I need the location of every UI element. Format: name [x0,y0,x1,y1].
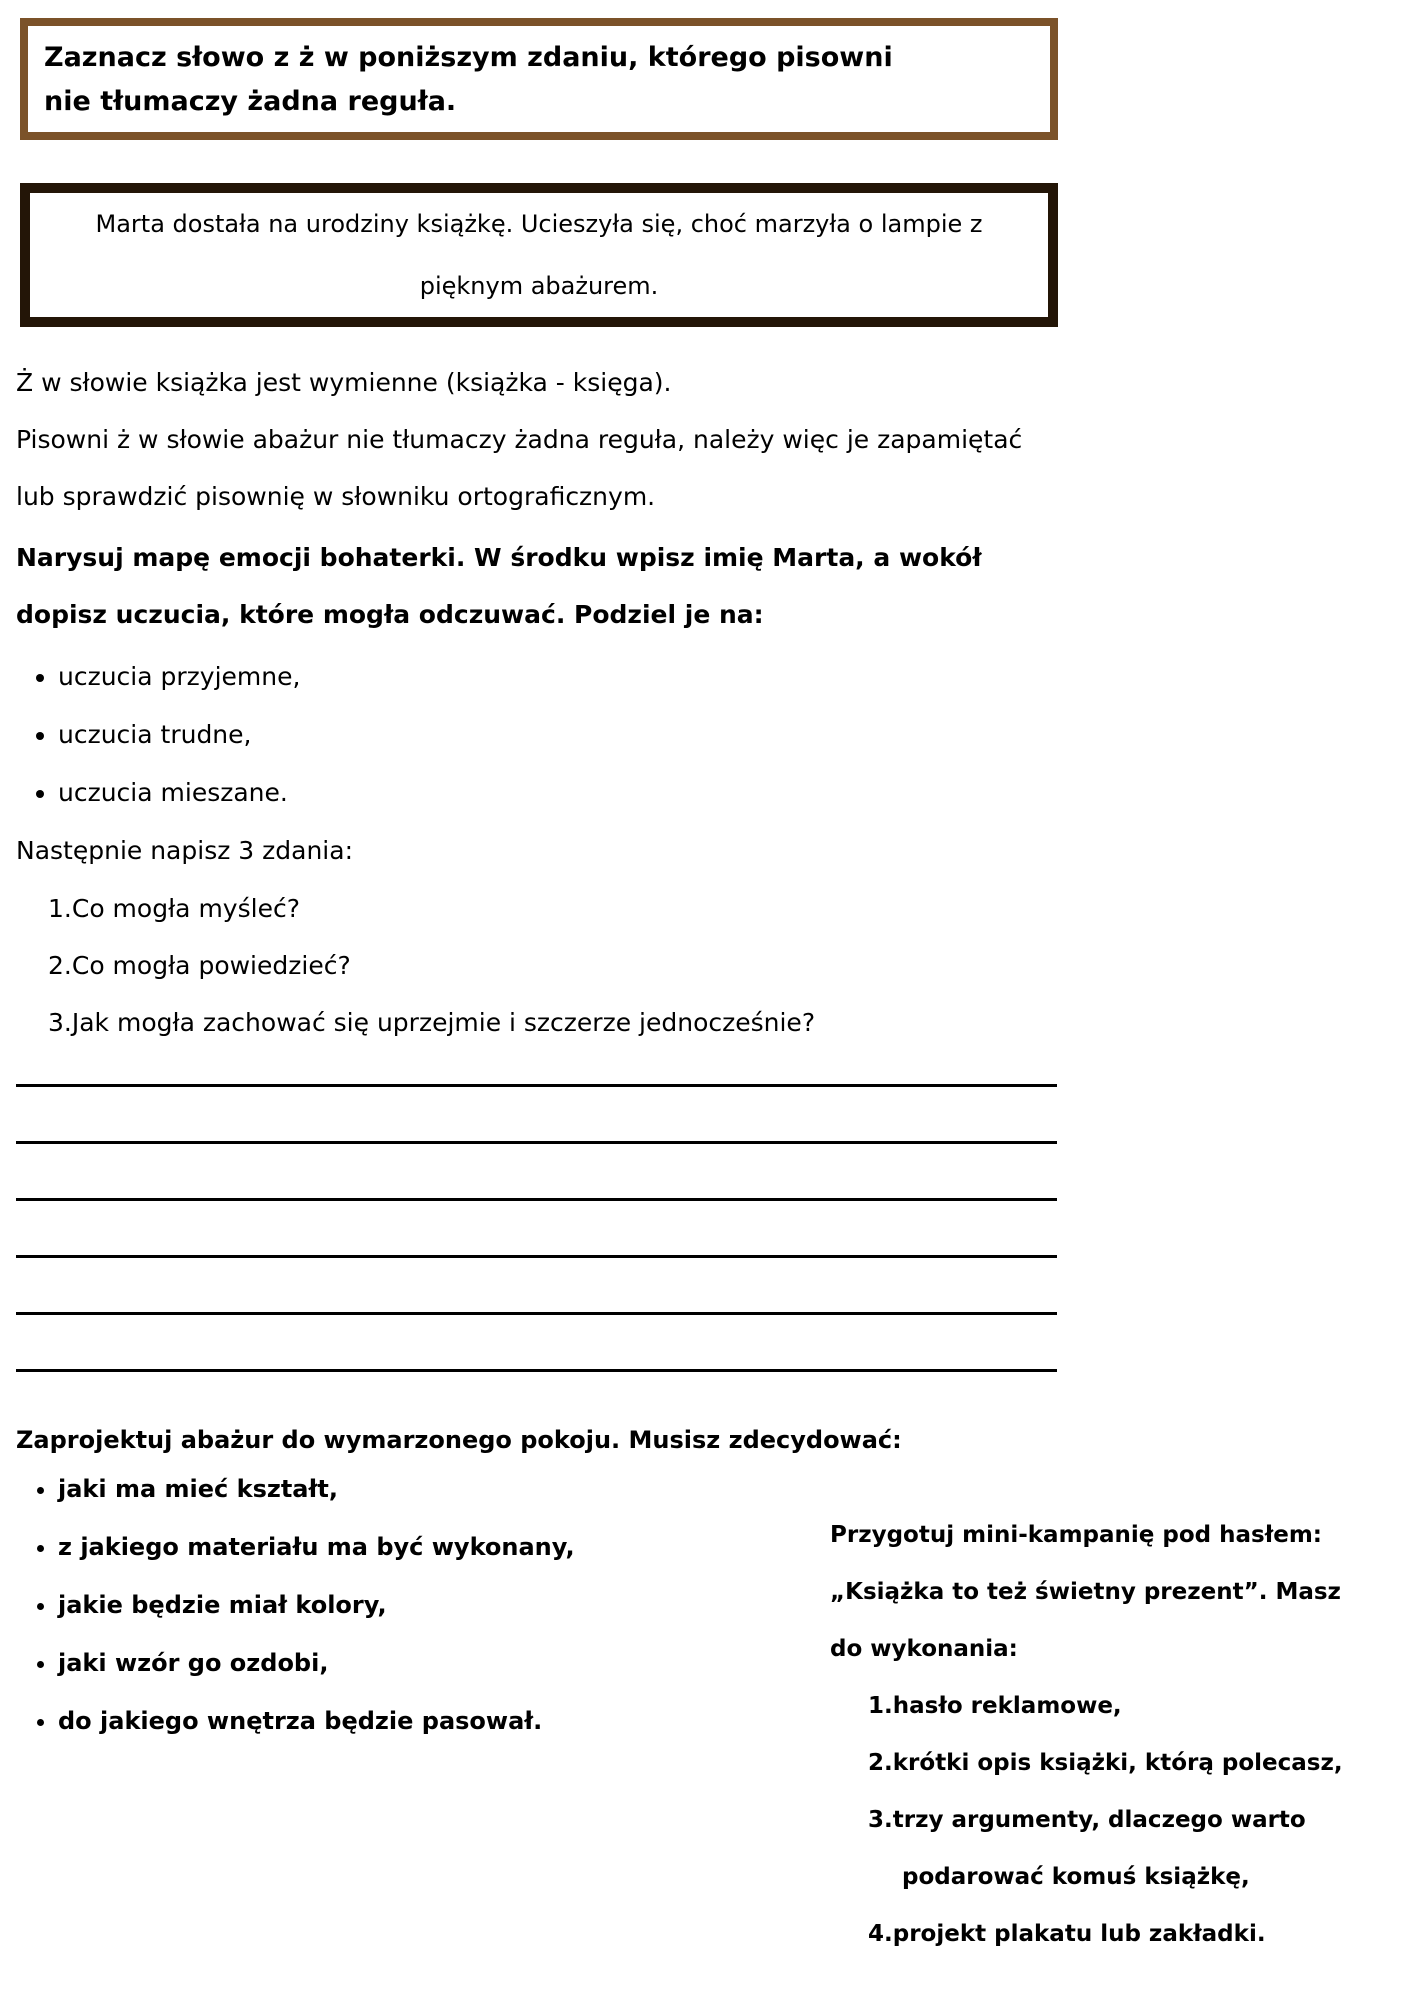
sentence-line: Marta dostała na urodziny książkę. Ucieszyła się, choć marzyła o lampie z [95,210,983,238]
design-requirements-list [16,1460,575,1750]
task4-item [830,1678,1405,1735]
task2-instruction-line: dopisz uczucia, które mogła odczuwać. Podziel je na: [16,600,764,629]
list-item-label: do jakiego wnętrza będzie pasował. [58,1707,543,1735]
task4-item-text: trzy argumenty, dlaczego warto [892,1807,1306,1833]
writing-line [16,1087,1057,1144]
writing-line [16,1030,1057,1087]
list-item-label: uczucia przyjemne, [58,662,301,691]
explanation-line: Ż w słowie książka jest wymienne (książka - księga). [16,368,672,397]
task4-item [830,1906,1405,1963]
writing-line [16,1144,1057,1201]
list-item [58,764,300,822]
list-item [58,1576,575,1634]
list-item-label: jaki wzór go ozdobi, [58,1649,329,1677]
task4-item [830,1792,1405,1849]
question-text: Co mogła powiedzieć? [71,951,351,980]
writing-line [16,1315,1057,1372]
task1-instruction-line: nie tłumaczy żadna reguła. [44,86,457,117]
question-number: 3. [48,1008,72,1037]
question-number: 2. [48,951,72,980]
list-item-label: jaki ma mieć kształt, [58,1475,338,1503]
task4-item-number: 1. [868,1693,893,1719]
writing-line [16,1201,1057,1258]
question-item [48,937,815,994]
question-number: 1. [48,894,72,923]
sentence-line: pięknym abażurem. [419,272,659,300]
questions-list [48,880,815,1051]
explanation-paragraph [16,354,1022,525]
list-item-label: uczucia mieszane. [58,778,288,807]
question-text: Co mogła myśleć? [71,894,300,923]
question-item [48,880,815,937]
explanation-line: lub sprawdzić pisownię w słowniku ortograficznym. [16,482,656,511]
task4-item-number: 3. [868,1807,893,1833]
task4-campaign-column [830,1507,1405,1963]
task4-item-number: 4. [868,1921,893,1947]
list-item [58,1634,575,1692]
list-item [58,1692,575,1750]
task3-heading: Zaprojektuj abażur do wymarzonego pokoju. Musisz zdecydować: [16,1426,902,1454]
task2-followup: Następnie napisz 3 zdania: [16,836,353,865]
list-item [58,1518,575,1576]
question-text: Jak mogła zachować się uprzejmie i szczerze jednocześnie? [71,1008,816,1037]
list-item [58,1460,575,1518]
feelings-list [16,648,300,822]
list-item-label: z jakiego materiału ma być wykonany, [58,1533,575,1561]
task2-instruction [16,529,982,643]
task4-item-continuation: podarować komuś książkę, [902,1864,1250,1890]
list-item [58,648,300,706]
list-item-label: uczucia trudne, [58,720,252,749]
task4-item [830,1735,1405,1792]
sentence-box [20,183,1058,327]
list-item [58,706,300,764]
task4-intro-line: „Książka to też świetny prezent”. Masz [830,1579,1341,1605]
task1-instruction-box [20,18,1058,140]
task4-intro-line: do wykonania: [830,1636,1018,1662]
task4-item-number: 2. [868,1750,893,1776]
writing-line [16,1258,1057,1315]
task4-item-text: krótki opis książki, którą polecasz, [892,1750,1343,1776]
list-item-label: jakie będzie miał kolory, [58,1591,387,1619]
task4-item-text: projekt plakatu lub zakładki. [892,1921,1266,1947]
task1-instruction-line: Zaznacz słowo z ż w poniższym zdaniu, którego pisowni [44,42,893,73]
task2-instruction-line: Narysuj mapę emocji bohaterki. W środku wpisz imię Marta, a wokół [16,543,982,572]
writing-lines [16,1030,1057,1372]
task4-intro-line: Przygotuj mini-kampanię pod hasłem: [830,1522,1323,1548]
task4-item-text: hasło reklamowe, [892,1693,1122,1719]
explanation-line: Pisowni ż w słowie abażur nie tłumaczy żadna reguła, należy więc je zapamiętać [16,425,1023,454]
